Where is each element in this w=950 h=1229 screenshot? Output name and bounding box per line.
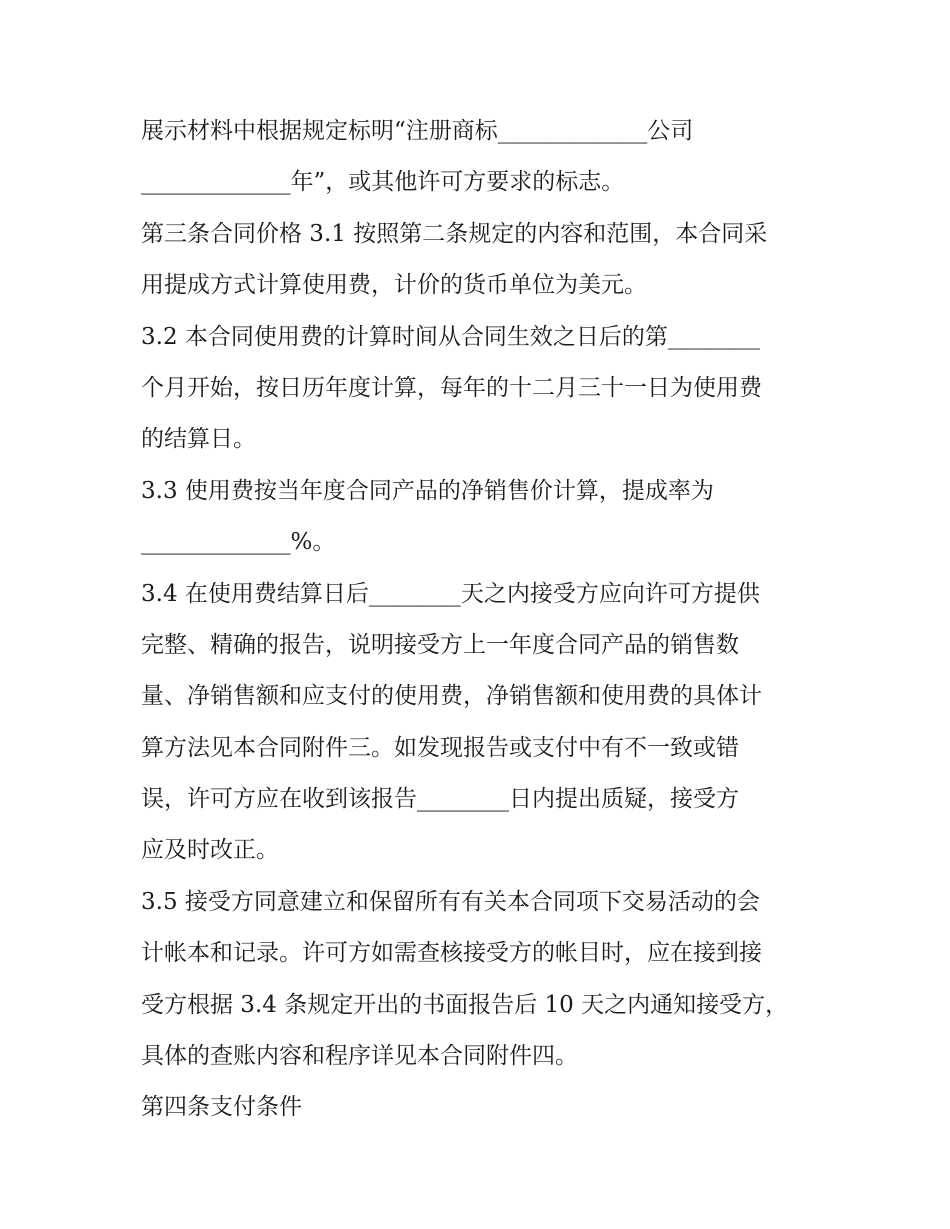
text-line: 3.3 使用费按当年度合同产品的净销售价计算，提成率为	[141, 477, 714, 504]
text-line: 展示材料中根据规定标明“注册商标_____________公司	[141, 118, 694, 144]
text-line: 第三条合同价格 3.1 按照第二条规定的内容和范围，本合同采	[141, 220, 768, 247]
text-line: 计帐本和记录。许可方如需查核接受方的帐目时，应在接到接	[141, 940, 762, 967]
text-line: 误，许可方应在收到该报告________日内提出质疑，接受方	[141, 786, 739, 813]
text-line: _____________年”，或其他许可方要求的标志。	[141, 169, 625, 196]
text-line: 量、净销售额和应支付的使用费，净销售额和使用费的具体计	[141, 683, 762, 710]
text-line: 用提成方式计算使用费，计价的货币单位为美元。	[141, 272, 647, 299]
section-heading: 第四条支付条件	[141, 1094, 302, 1121]
contract-text	[141, 106, 821, 1134]
text-line: 的结算日。	[141, 426, 256, 453]
text-line: 完整、精确的报告，说明接受方上一年度合同产品的销售数	[141, 631, 739, 658]
text-line: 3.4 在使用费结算日后________天之内接受方应向许可方提供	[141, 580, 760, 607]
text-line: 3.2 本合同使用费的计算时间从合同生效之日后的第________	[141, 323, 760, 350]
text-line: 个月开始，按日历年度计算，每年的十二月三十一日为使用费	[141, 374, 762, 401]
text-line: _____________%。	[141, 529, 336, 556]
text-line: 3.5 接受方同意建立和保留所有有关本合同项下交易活动的会	[141, 888, 760, 915]
text-line: 受方根据 3.4 条规定开出的书面报告后 10 天之内通知接受方，	[141, 991, 789, 1018]
text-line: 具体的查账内容和程序详见本合同附件四。	[141, 1043, 578, 1070]
text-line: 算方法见本合同附件三。如发现报告或支付中有不一致或错	[141, 734, 739, 761]
text-line: 应及时改正。	[141, 837, 279, 864]
